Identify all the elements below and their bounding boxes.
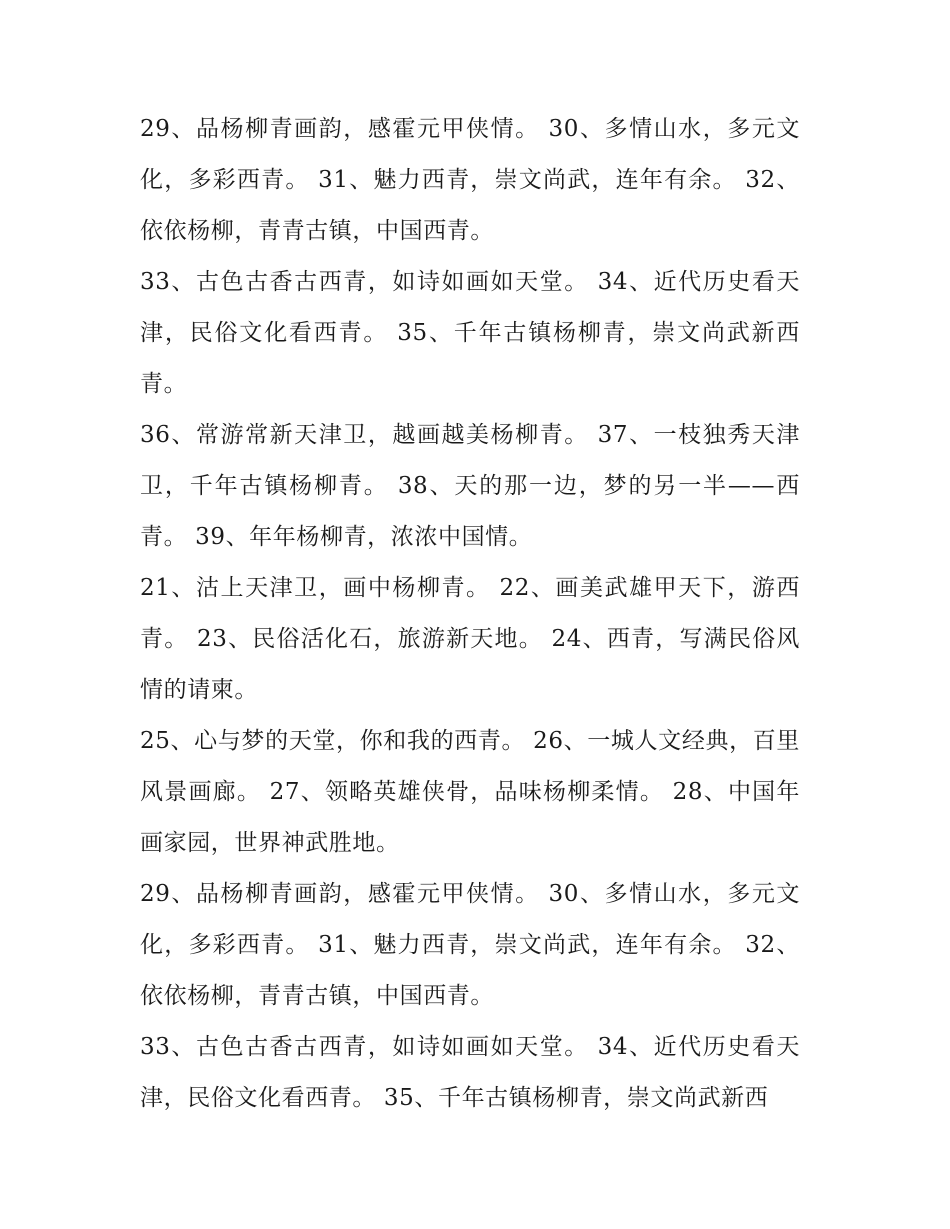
paragraph-25-28: 25、心与梦的天堂，你和我的西青。 26、一城人文经典，百里风景画廊。 27、领略英雄侠骨，品味杨柳柔情。 28、中国年画家园，世界神武胜地。: [140, 728, 800, 856]
paragraph-29-32-repeat: 29、品杨柳青画韵，感霍元甲侠情。 30、多情山水，多元文化，多彩西青。 31、魅力西青，崇文尚武，连年有余。 32、依依杨柳，青青古镇，中国西青。: [140, 881, 800, 1009]
paragraph-21-24: 21、沽上天津卫，画中杨柳青。 22、画美武雄甲天下，游西青。 23、民俗活化石，旅游新天地。 24、西青，写满民俗风情的请柬。: [140, 575, 800, 703]
paragraph-33-35-repeat: 33、古色古香古西青，如诗如画如天堂。 34、近代历史看天津，民俗文化看西青。 35、千年古镇杨柳青，崇文尚武新西: [140, 1034, 800, 1111]
paragraph-29-32: 29、品杨柳青画韵，感霍元甲侠情。 30、多情山水，多元文化，多彩西青。 31、魅力西青，崇文尚武，连年有余。 32、依依杨柳，青青古镇，中国西青。: [140, 116, 800, 244]
paragraph-33-35: 33、古色古香古西青，如诗如画如天堂。 34、近代历史看天津，民俗文化看西青。 35、千年古镇杨柳青，崇文尚武新西青。: [140, 269, 800, 397]
document-body: [140, 104, 800, 1124]
paragraph-36-39: 36、常游常新天津卫，越画越美杨柳青。 37、一枝独秀天津卫，千年古镇杨柳青。 38、天的那一边，梦的另一半——西青。 39、年年杨柳青，浓浓中国情。: [140, 422, 800, 550]
